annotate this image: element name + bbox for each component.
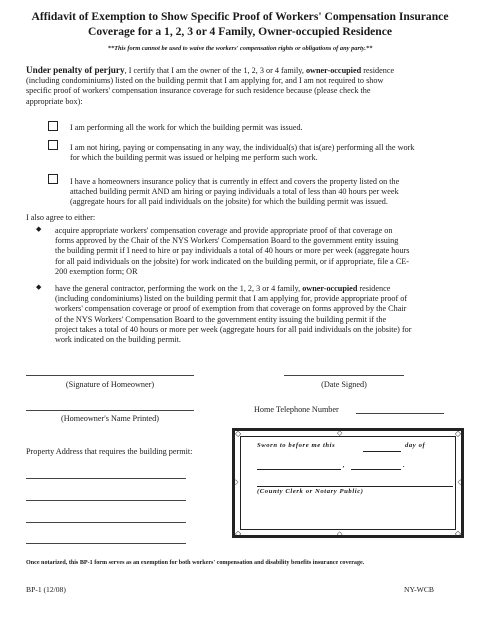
checkbox-label-line: for which the building permit was issued or helping me perform such work. (70, 153, 318, 163)
clerk-text: (County Clerk or Notary Public) (257, 488, 364, 495)
intro-bold: owner-occupied (305, 66, 362, 75)
address-line-3[interactable] (26, 522, 186, 523)
bullet-line: (including condominiums) listed on the building permit that I am applying for, provide appropriate proof of (55, 294, 408, 304)
address-line-1[interactable] (26, 478, 186, 479)
date-signed-label: (Date Signed) (321, 380, 367, 389)
signature-line[interactable] (26, 375, 194, 376)
intro-paragraph (26, 65, 466, 107)
day-of-text: day of (405, 442, 426, 449)
form-title-line1: Affidavit of Exemption to Show Specific Proof of Workers' Compensation Insurance (31, 10, 449, 23)
intro-text: , I certify that I am the owner of the 1, 2, 3 or 4 family, (124, 66, 306, 75)
bullet-text: have the general contractor, performing the work on the 1, 2, 3 or 4 family, (55, 284, 303, 293)
address-line-4[interactable] (26, 543, 186, 544)
checkbox-performing-work[interactable] (48, 121, 58, 131)
bullet-general-contractor (55, 284, 467, 345)
intro-lead: Under penalty of perjury (26, 65, 125, 75)
agree-heading: I also agree to either: (26, 213, 96, 222)
checkbox-homeowners-policy[interactable] (48, 174, 58, 184)
notary-inner-border (240, 436, 456, 530)
corner-ornament-icon: ◇ (454, 529, 461, 538)
checkbox-label-line: attached building permit AND am hiring or paying individuals a total of less than 40 hours per week (70, 187, 399, 197)
checkbox-label (70, 143, 465, 163)
checkbox-label-line: (aggregate hours for all paid individuals on the jobsite) for which the building permit was issued. (70, 197, 388, 207)
diamond-bullet-icon: ◆ (36, 225, 42, 233)
bullet-text-end: residence (357, 284, 391, 293)
ornament-icon: ◇ (233, 478, 239, 486)
intro-line: specific proof of workers' compensation insurance coverage for such residence because (please check the (26, 86, 371, 96)
notary-seal-box (232, 428, 464, 538)
sworn-text: Sworn to before me this (257, 442, 336, 449)
intro-line: (including condominiums) listed on the building permit that I am applying for, and I am not required to show (26, 76, 384, 86)
bullet-line: work indicated on the building permit. (55, 335, 181, 345)
checkbox-label-line: I am not hiring, paying or compensating in any way, the individual(s) that is(are) performing all the work (70, 143, 415, 152)
bullet-bold: owner-occupied (302, 284, 358, 293)
form-title-line2: Coverage for a 1, 2, 3 or 4 Family, Owner-occupied Residence (87, 25, 393, 38)
date-signed-line[interactable] (284, 375, 404, 376)
sworn-year-line[interactable] (351, 469, 401, 470)
footer-note: Once notarized, this BP-1 form serves as an exemption for both workers' compensation and disability benefits insurance coverage. (26, 560, 365, 566)
bullet-line: acquire appropriate workers' compensation coverage and provide appropriate proof of that coverage on (55, 226, 393, 235)
period-text: . (403, 462, 406, 469)
phone-label: Home Telephone Number (254, 405, 339, 414)
notary-signature-line[interactable] (257, 486, 453, 487)
printed-name-line[interactable] (26, 410, 194, 411)
bullet-line: project takes a total of 40 hours or more per week (aggregate hours for all paid individuals on the jobsite) for (55, 324, 412, 334)
form-subtitle: **This form cannot be used to waive the workers' compensation rights or obligations of any party.** (107, 45, 373, 52)
comma-text: , (343, 462, 346, 469)
checkbox-label (70, 123, 465, 133)
bullet-line: forms approved by the Chair of the NYS Workers' Compensation Board to the government entity issuing (55, 236, 399, 246)
corner-ornament-icon: ◇ (235, 529, 242, 538)
address-label: Property Address that requires the building permit: (26, 447, 193, 456)
signature-label: (Signature of Homeowner) (65, 380, 155, 389)
bullet-line: the building permit if I need to hire or pay individuals a total of 40 hours or more per week (aggregate hours (55, 246, 410, 256)
intro-text-end: residence (361, 66, 395, 75)
phone-line[interactable] (356, 413, 444, 414)
corner-ornament-icon: ◇ (235, 429, 242, 438)
ornament-icon: ◇ (337, 429, 343, 437)
bullet-line: workers' compensation coverage or proof of exemption from that coverage on forms approved by the Chair (55, 304, 407, 314)
bullet-line: of the NYS Workers' Compensation Board to the government entity issuing the building permit if the (55, 314, 387, 324)
address-line-2[interactable] (26, 500, 186, 501)
ornament-icon: ◇ (457, 478, 463, 486)
checkbox-label-line: I am performing all the work for which the building permit was issued. (70, 123, 303, 132)
printed-name-label: (Homeowner's Name Printed) (61, 414, 159, 423)
intro-line: appropriate box): (26, 96, 83, 106)
sworn-month-line[interactable] (257, 469, 341, 470)
bullet-line: 200 exemption form; OR (55, 266, 138, 276)
bullet-acquire-coverage (55, 226, 467, 277)
checkbox-not-hiring[interactable] (48, 140, 58, 150)
bullet-line: for all paid individuals on the jobsite) for work indicated on the building permit, or if appropriate, file a CE- (55, 256, 410, 266)
checkbox-label-line: I have a homeowners insurance policy that is currently in effect and covers the property listed on the (70, 177, 400, 186)
sworn-day-line[interactable] (363, 451, 401, 452)
ornament-icon: ◇ (337, 530, 343, 538)
form-id: BP-1 (12/08) (26, 585, 66, 594)
checkbox-label (70, 177, 465, 208)
agency-label: NY-WCB (404, 585, 434, 594)
diamond-bullet-icon: ◆ (36, 283, 42, 291)
corner-ornament-icon: ◇ (454, 429, 461, 438)
